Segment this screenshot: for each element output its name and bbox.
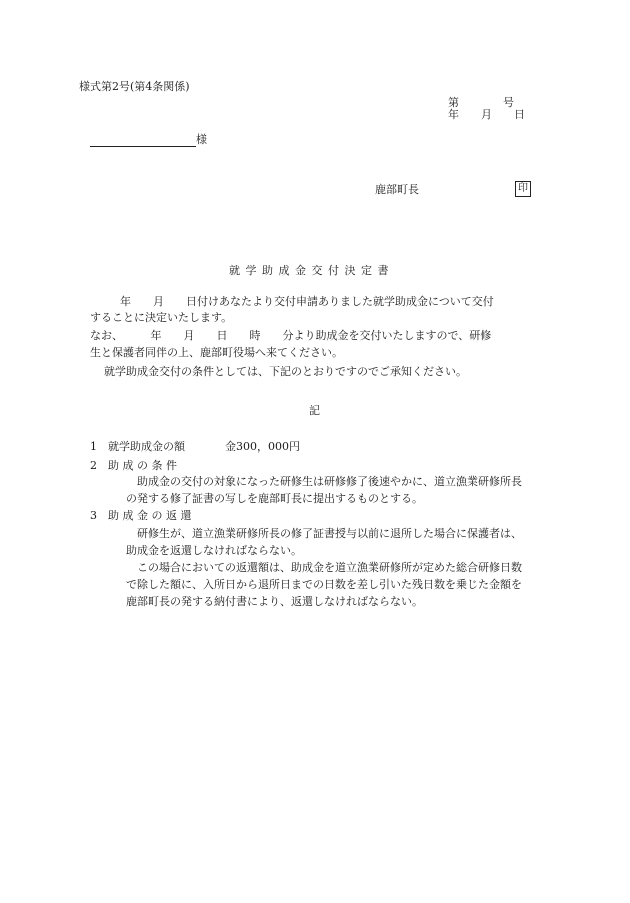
body-line: なお、 年 月 日 時 分より助成金を交付いたしますので、研修 <box>90 329 492 342</box>
body-line: 生と保護者同伴の上、鹿部町役場へ来てください。 <box>90 346 343 359</box>
issue-date: 年 月 日 <box>448 108 525 121</box>
item-3-text: 研修生が、道立漁業研修所長の修了証書授与以前に退所した場合に保護者は、 <box>126 527 522 540</box>
item-1-label: 1 就学助成金の額 <box>90 440 185 453</box>
addressee <box>90 133 207 147</box>
seal-mark: 印 <box>515 181 531 197</box>
form-number: 様式第2号(第4条関係) <box>79 80 190 93</box>
addressee-suffix: 様 <box>196 133 207 146</box>
item-3-text: 助成金を返還しなければならない。 <box>126 544 302 557</box>
item-3-label: 3 助 成 金 の 返 還 <box>90 509 192 522</box>
item-3-text: で除した額に、入所日から退所日までの日数を差し引いた残日数を乗じた金額を <box>126 578 522 591</box>
item-3-text: 鹿部町長の発する納付書により、返還しなければならない。 <box>126 595 423 608</box>
body-line: 年 月 日付けあなたより交付申請ありました就学助成金について交付 <box>120 295 494 308</box>
issuer-title: 鹿部町長 <box>375 183 419 196</box>
addressee-name-blank <box>90 134 196 147</box>
body-line: 就学助成金交付の条件としては、下記のとおりですのでご承知ください。 <box>104 365 467 378</box>
item-2-text: の発する修了証書の写しを鹿部町長に提出するものとする。 <box>126 492 423 505</box>
item-3-text: この場合においての返還額は、助成金を道立漁業研修所が定めた総合研修日数 <box>126 561 522 574</box>
document-number: 第 号 <box>448 96 514 109</box>
ki-heading: 記 <box>309 404 320 417</box>
item-1-amount: 金300，000円 <box>225 440 300 453</box>
item-2-label: 2 助 成 の 条 件 <box>90 459 177 472</box>
body-line: することに決定いたします。 <box>90 311 233 324</box>
item-2-text: 助成金の交付の対象になった研修生は研修修了後速やかに、道立漁業研修所長 <box>126 475 522 488</box>
document-title: 就 学 助 成 金 交 付 決 定 書 <box>229 264 390 277</box>
